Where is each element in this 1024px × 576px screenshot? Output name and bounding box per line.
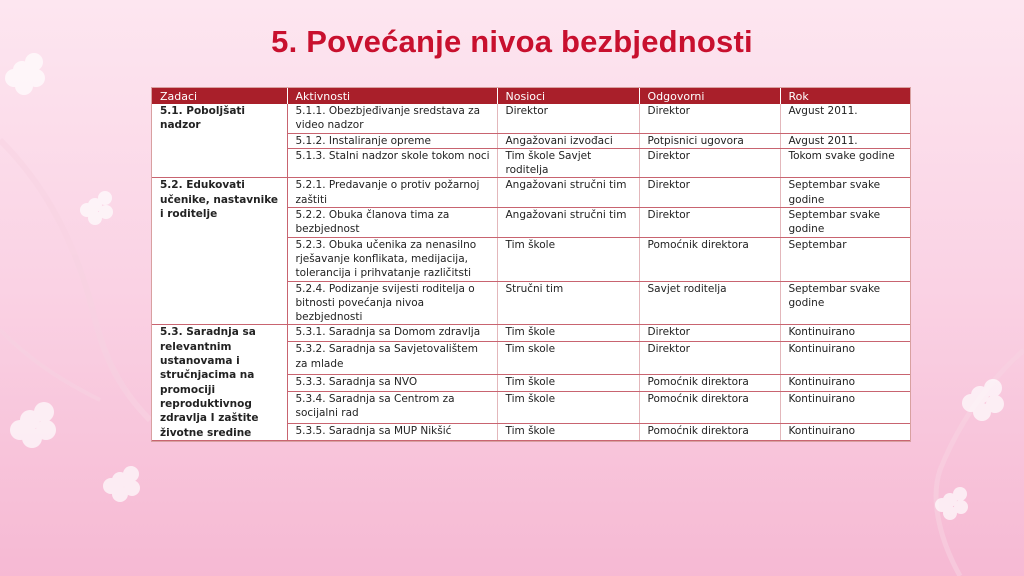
zadatak-cell: 5.3. Saradnja sa relevantnim ustanovama i stručnjacima na promociji reproduktivnog zdravlja I zaštite životne sredine <box>152 325 287 440</box>
nosioci-cell: Angažovani stručni tim <box>497 178 639 208</box>
rok-cell: Septembar svake godine <box>780 281 910 325</box>
header-odgovorni: Odgovorni <box>639 88 780 104</box>
rok-cell: Kontinuirano <box>780 374 910 391</box>
odgovorni-cell: Pomoćnik direktora <box>639 374 780 391</box>
header-nosioci: Nosioci <box>497 88 639 104</box>
odgovorni-cell: Savjet roditelja <box>639 281 780 325</box>
aktivnost-cell: 5.3.1. Saradnja sa Domom zdravlja <box>287 325 497 342</box>
aktivnost-cell: 5.2.1. Predavanje o protiv požarnoj zaštiti <box>287 178 497 208</box>
zadatak-cell: 5.1. Poboljšati nadzor <box>152 104 287 178</box>
aktivnost-cell: 5.2.2. Obuka članova tima za bezbjednost <box>287 208 497 238</box>
rok-cell: Kontinuirano <box>780 391 910 423</box>
table-row <box>152 104 910 133</box>
plan-table-container <box>151 87 911 442</box>
nosioci-cell: Angažovani stručni tim <box>497 208 639 238</box>
odgovorni-cell: Direktor <box>639 342 780 374</box>
aktivnost-cell: 5.3.4. Saradnja sa Centrom za socijalni rad <box>287 391 497 423</box>
aktivnost-cell: 5.1.2. Instaliranje opreme <box>287 133 497 148</box>
aktivnost-cell: 5.2.4. Podizanje svijesti roditelja o bitnosti povećanja nivoa bezbjednosti <box>287 281 497 325</box>
rok-cell: Kontinuirano <box>780 342 910 374</box>
rok-cell: Kontinuirano <box>780 423 910 440</box>
aktivnost-cell: 5.1.1. Obezbjeđivanje sredstava za video nadzor <box>287 104 497 133</box>
odgovorni-cell: Pomoćnik direktora <box>639 237 780 281</box>
rok-cell: Kontinuirano <box>780 325 910 342</box>
nosioci-cell: Tim škole <box>497 423 639 440</box>
aktivnost-cell: 5.3.3. Saradnja sa NVO <box>287 374 497 391</box>
nosioci-cell: Tim skole <box>497 342 639 374</box>
rok-cell: Avgust 2011. <box>780 104 910 133</box>
nosioci-cell: Tim škole <box>497 237 639 281</box>
aktivnost-cell: 5.2.3. Obuka učenika za nenasilno rješavanje konflikata, medijacija, tolerancija i prihvatanje različitsti <box>287 237 497 281</box>
aktivnost-cell: 5.3.2. Saradnja sa Savjetovalištem za mlade <box>287 342 497 374</box>
nosioci-cell: Tim škole <box>497 391 639 423</box>
header-zadaci: Zadaci <box>152 88 287 104</box>
odgovorni-cell: Direktor <box>639 148 780 178</box>
header-rok: Rok <box>780 88 910 104</box>
rok-cell: Septembar <box>780 237 910 281</box>
odgovorni-cell: Pomoćnik direktora <box>639 423 780 440</box>
plan-table <box>152 88 910 441</box>
nosioci-cell: Tim škole <box>497 325 639 342</box>
table-row <box>152 325 910 342</box>
odgovorni-cell: Direktor <box>639 325 780 342</box>
odgovorni-cell: Direktor <box>639 208 780 238</box>
odgovorni-cell: Pomoćnik direktora <box>639 391 780 423</box>
odgovorni-cell: Direktor <box>639 104 780 133</box>
rok-cell: Tokom svake godine <box>780 148 910 178</box>
odgovorni-cell: Direktor <box>639 178 780 208</box>
nosioci-cell: Tim škole Savjet roditelja <box>497 148 639 178</box>
rok-cell: Septembar svake godine <box>780 178 910 208</box>
rok-cell: Septembar svake godine <box>780 208 910 238</box>
nosioci-cell: Stručni tim <box>497 281 639 325</box>
nosioci-cell: Angažovani izvođaci <box>497 133 639 148</box>
aktivnost-cell: 5.1.3. Stalni nadzor skole tokom noci <box>287 148 497 178</box>
table-row <box>152 178 910 208</box>
nosioci-cell: Tim škole <box>497 374 639 391</box>
odgovorni-cell: Potpisnici ugovora <box>639 133 780 148</box>
table-header-row <box>152 88 910 104</box>
rok-cell: Avgust 2011. <box>780 133 910 148</box>
zadatak-cell: 5.2. Edukovati učenike, nastavnike i roditelje <box>152 178 287 325</box>
nosioci-cell: Direktor <box>497 104 639 133</box>
slide-title: 5. Povećanje nivoa bezbjednosti <box>271 24 753 59</box>
header-aktivnosti: Aktivnosti <box>287 88 497 104</box>
aktivnost-cell: 5.3.5. Saradnja sa MUP Nikšić <box>287 423 497 440</box>
